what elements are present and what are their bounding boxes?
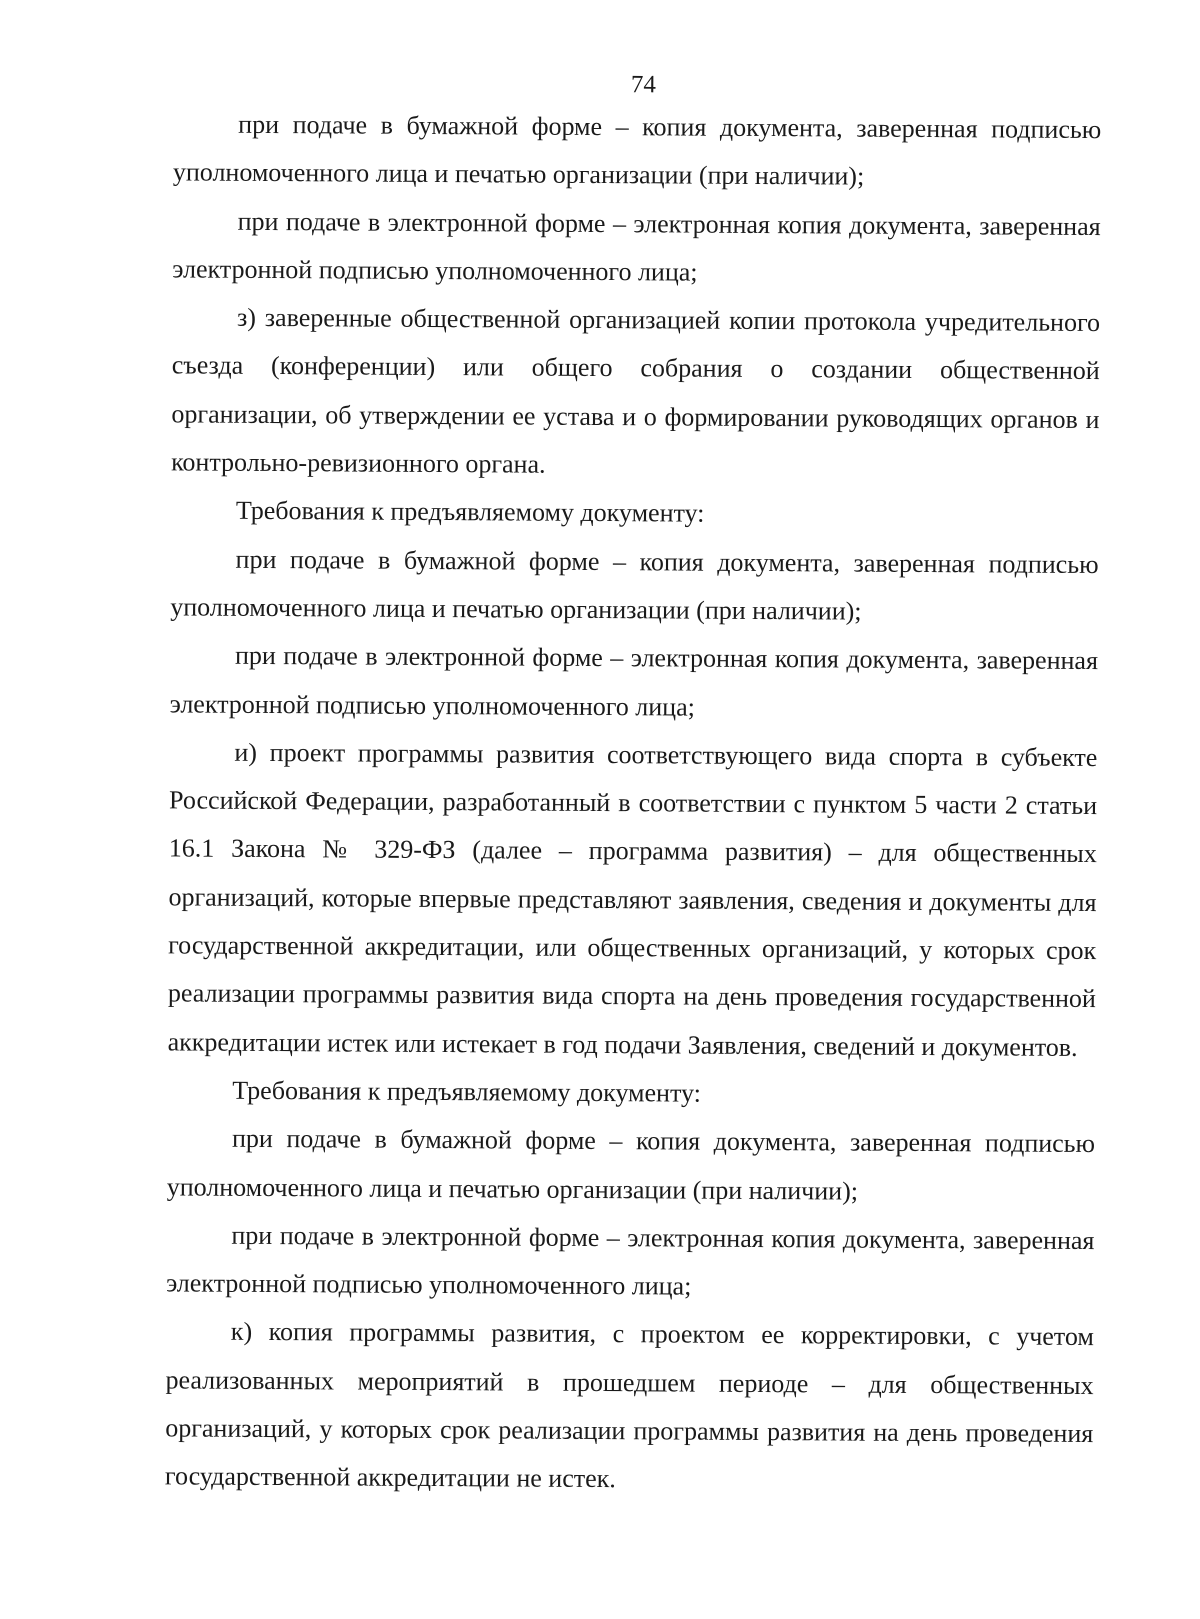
paragraph-electronic-submission-3: при подаче в электронной форме – электронная копия документа, заверенная электронной подписью уполномоченного лица; [166,1220,1095,1301]
paragraph-paper-submission-3: при подаче в бумажной форме – копия документа, заверенная подписью уполномоченного лица и печатью организации (при наличии); [166,1124,1096,1206]
paragraph-electronic-submission-2: при подаче в электронной форме – электронная копия документа, заверенная электронной подписью уполномоченного лица; [169,641,1099,722]
document-body [165,100,1102,1506]
page-number: 74 [630,71,657,99]
paragraph-electronic-submission-1: при подаче в электронной форме – электронная копия документа, заверенная электронной подписью уполномоченного лица; [172,206,1101,287]
paragraph-item-k: к) копия программы развития, с проектом ее корректировки, с учетом реализованных мероприятий в прошедшем периоде – для общественных организаций, у которых срок реализации программы развития на день проведения государственной аккредитации не истек. [164,1317,1094,1494]
paragraph-item-z: з) заверенные общественной организацией копии протокола учредительного съезда (конференции) или общего собрания о создании общественной организации, об утверждении ее устава и о формировании руководящих органов и контрольно-ревизионного органа. [171,302,1101,479]
paragraph-paper-submission-1: при подаче в бумажной форме – копия документа, заверенная подписью уполномоченного лица и печатью организации (при наличии); [172,109,1102,191]
paragraph-item-i: и) проект программы развития соответствующего вида спорта в субъекте Российской Федерации, разработанный в соответствии с пунктом 5 части 2 статьи 16.1 Закона № 329-ФЗ (далее – программа развития) – для общественных организаций, которые впервые представляют заявления, сведения и документы для государственной аккредитации, или общественных организаций, у которых срок реализации программы развития вида спорта на день проведения государственной аккредитации истек или истекает в год подачи Заявления, сведений и документов. [167,737,1098,1062]
paragraph-requirements-heading-1: Требования к предъявляемому документу: [235,496,705,529]
paragraph-requirements-heading-2: Требования к предъявляемому документу: [232,1075,701,1108]
paragraph-paper-submission-2: при подаче в бумажной форме – копия документа, заверенная подписью уполномоченного лица и печатью организации (при наличии); [170,544,1099,626]
